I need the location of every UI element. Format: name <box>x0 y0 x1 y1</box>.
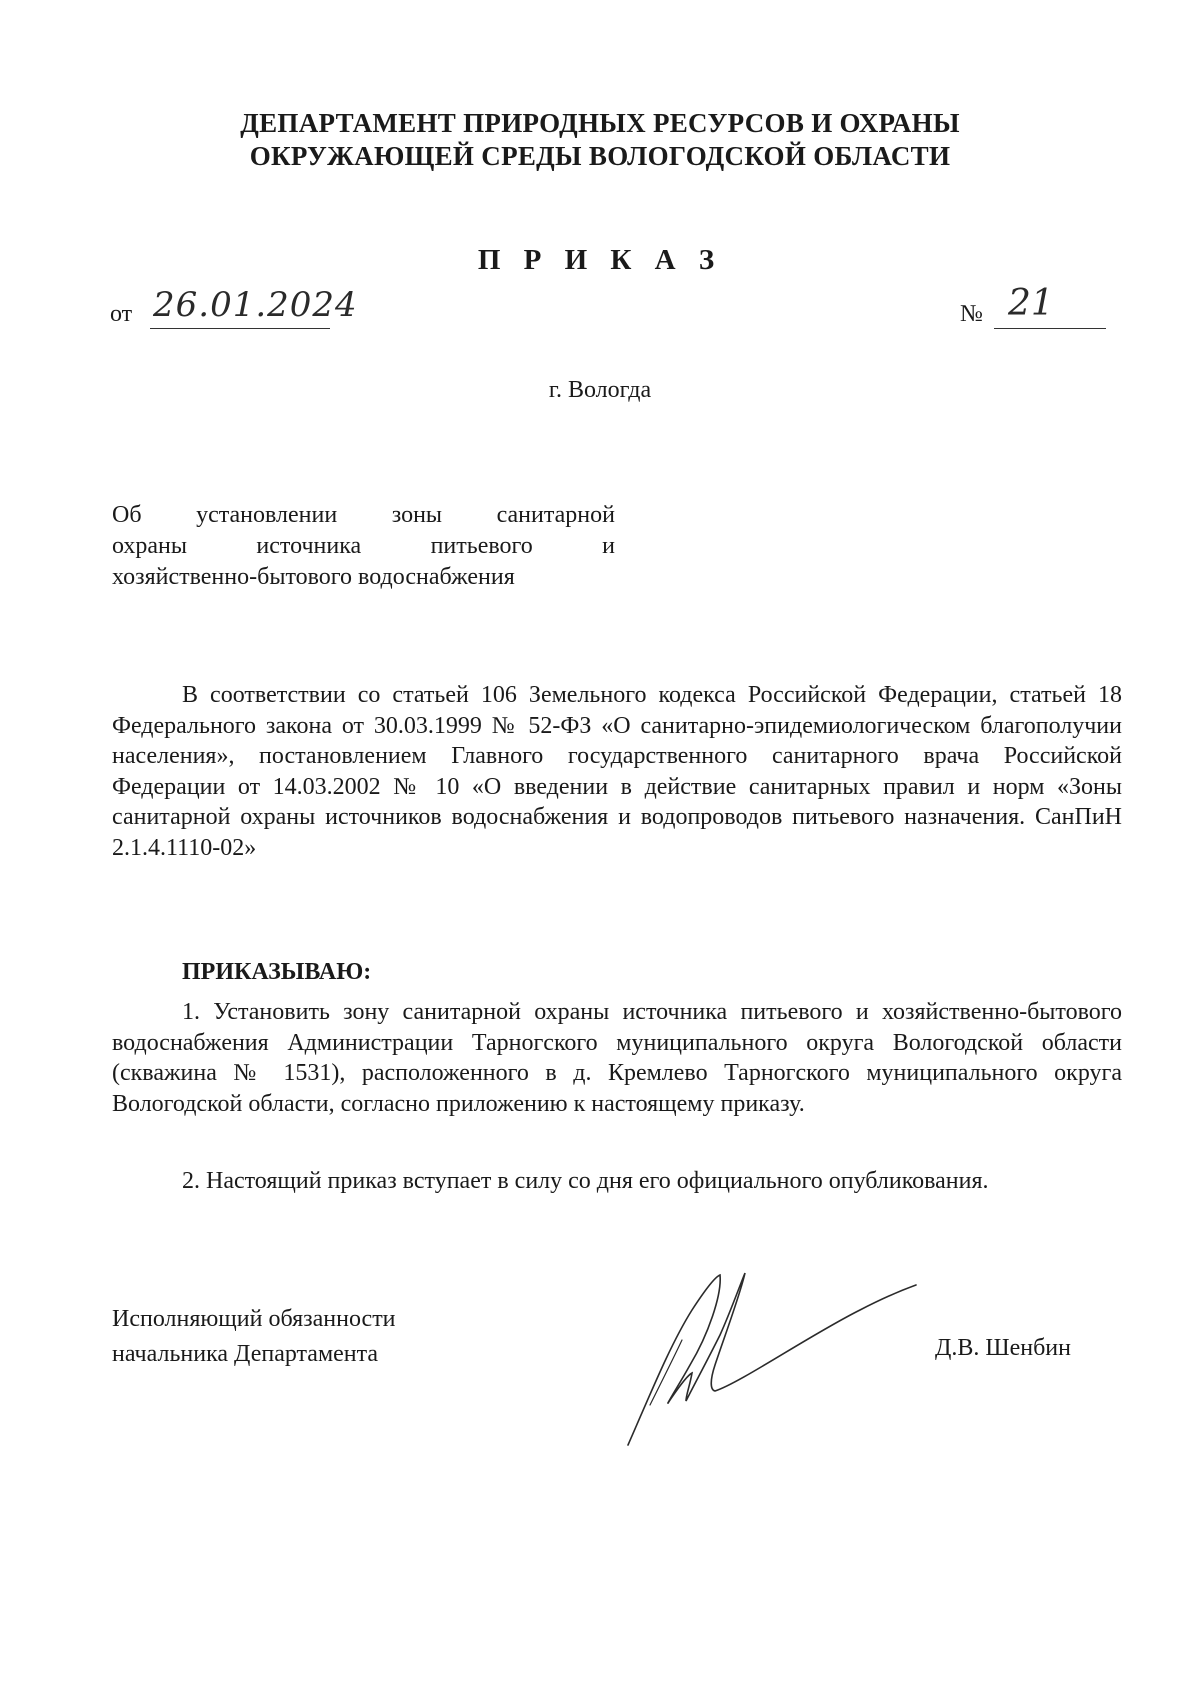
order-item-2: 2. Настоящий приказ вступает в силу со дня его официального опубликования. <box>182 1168 989 1194</box>
signatory-position-line1: Исполняющий обязанности <box>112 1306 396 1332</box>
number-field <box>960 283 1054 327</box>
date-field <box>110 285 358 327</box>
number-underline <box>994 328 1106 329</box>
date-prefix-label: от <box>110 301 133 327</box>
subject-line: хозяйственно-бытового водоснабжения <box>112 564 515 590</box>
signatory-name: Д.В. Шенбин <box>935 1335 1071 1361</box>
department-name-line2: ОКРУЖАЮЩЕЙ СРЕДЫ ВОЛОГОДСКОЙ ОБЛАСТИ <box>249 141 951 171</box>
order-heading: ПРИКАЗЫВАЮ: <box>182 959 372 985</box>
subject-block <box>112 500 615 593</box>
handwritten-number: 21 <box>1008 283 1054 324</box>
handwritten-signature <box>620 1255 960 1455</box>
subject-line: охраны источника питьевого и <box>112 533 615 559</box>
preamble-paragraph: В соответствии со статьей 106 Земельного кодекса Российской Федерации, статьей 18 Федерального закона от 30.03.1999 № 52-ФЗ «О санитарно-эпидемиологическом благополучии населения», постановлением Главного государственного санитарного врача Российской Федерации от 14.03.2002 № 10 «О введении в действие санитарных правил и норм «Зоны санитарной охраны источников водоснабжения и водопроводов питьевого назначения. СанПиН 2.1.4.1110-02» <box>112 682 1122 861</box>
order-item-1: 1. Установить зону санитарной охраны источника питьевого и хозяйственно-бытового водоснабжения Администрации Тарногского муниципального округа Вологодской области (скважина № 1531), расположенного в д. Кремлево Тарногского муниципального округа Вологодской области, согласно приложению к настоящему приказу. <box>112 999 1122 1117</box>
department-name-line1: ДЕПАРТАМЕНТ ПРИРОДНЫХ РЕСУРСОВ И ОХРАНЫ <box>240 108 960 138</box>
number-prefix-label: № <box>960 301 983 327</box>
document-type-title: П Р И К А З <box>477 244 723 276</box>
signatory-position <box>112 1302 396 1372</box>
signatory-position-line2: начальника Департамента <box>112 1341 379 1367</box>
subject-line: Об установлении зоны санитарной <box>112 502 615 528</box>
handwritten-date: 26.01.2024 <box>153 285 358 325</box>
city-label: г. Вологда <box>548 377 652 403</box>
date-underline <box>150 328 330 329</box>
